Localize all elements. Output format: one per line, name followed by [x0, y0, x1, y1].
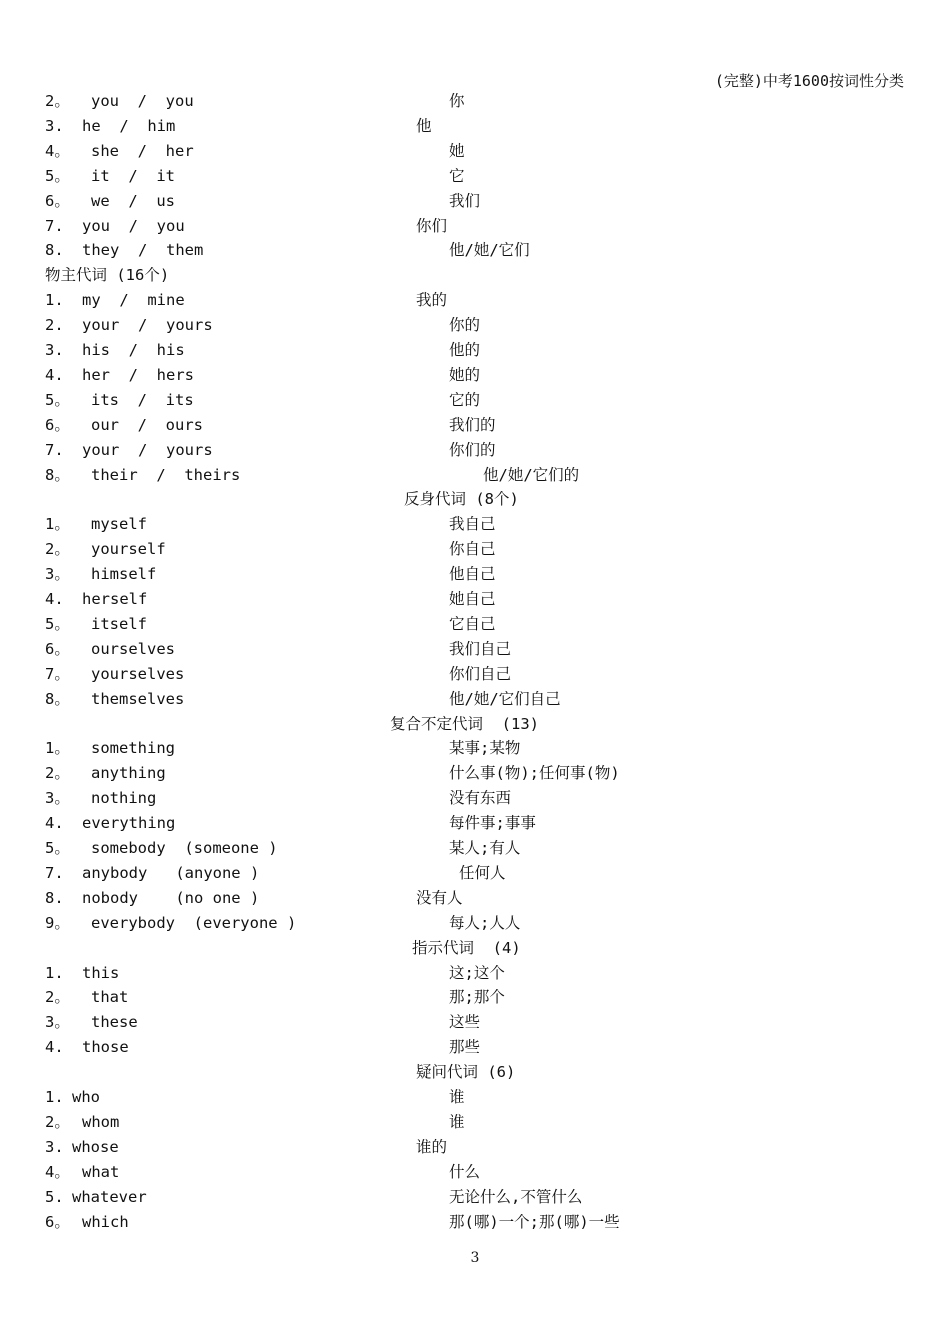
item-number: 2。	[45, 764, 70, 783]
chinese-meaning: 我自己	[449, 515, 496, 534]
vocab-row	[0, 463, 950, 488]
item-number: 8。	[45, 465, 70, 484]
item-number: 5。	[45, 839, 70, 857]
vocab-row	[0, 961, 950, 986]
vocab-row	[0, 786, 950, 811]
chinese-meaning: 没有东西	[449, 789, 512, 808]
english-word: whatever	[72, 1187, 147, 1206]
item-number: 4.	[45, 365, 64, 384]
vocab-row	[0, 836, 950, 861]
vocab-row	[0, 886, 950, 911]
english-word: myself	[91, 515, 147, 534]
item-number: 3。	[45, 789, 70, 808]
chinese-meaning: 谁的	[416, 1137, 448, 1156]
english-word: you / you	[82, 216, 185, 235]
vocab-row	[0, 911, 950, 936]
chinese-meaning: 你们的	[449, 440, 496, 459]
section-title: 疑问代词 (6)	[416, 1063, 516, 1082]
vocab-row	[0, 1210, 950, 1235]
item-number: 8.	[45, 888, 64, 907]
item-number: 5.	[45, 1187, 64, 1206]
english-word: everybody (everyone )	[91, 913, 297, 932]
english-word: that	[91, 988, 129, 1007]
chinese-meaning: 你	[449, 92, 465, 110]
vocab-row	[0, 313, 950, 338]
english-word: who	[72, 1088, 100, 1106]
item-number: 7.	[45, 863, 64, 882]
chinese-meaning: 什么事(物);任何事(物)	[449, 764, 620, 783]
english-word: they / them	[82, 241, 204, 260]
chinese-meaning: 我的	[416, 291, 448, 310]
page-header: (完整)中考1600按词性分类	[714, 72, 904, 90]
item-number: 6。	[45, 1212, 70, 1231]
chinese-meaning: 你自己	[449, 540, 496, 559]
vocab-row	[0, 89, 950, 114]
chinese-meaning: 你的	[449, 316, 481, 335]
vocab-row	[0, 1035, 950, 1060]
section-title: 物主代词 (16个)	[45, 266, 170, 285]
item-number: 1。	[45, 739, 70, 758]
chinese-meaning: 这些	[449, 1013, 481, 1032]
item-number: 3.	[45, 341, 64, 359]
chinese-meaning: 她	[449, 141, 465, 160]
english-word: your / yours	[82, 316, 213, 335]
vocab-row	[0, 1085, 950, 1110]
english-word: nothing	[91, 789, 157, 808]
vocab-row	[0, 164, 950, 189]
english-word: himself	[91, 565, 157, 584]
chinese-meaning: 那(哪)一个;那(哪)一些	[449, 1212, 620, 1231]
item-number: 8.	[45, 241, 64, 260]
english-word: something	[91, 739, 175, 758]
vocab-row	[0, 189, 950, 214]
vocab-row	[0, 562, 950, 587]
english-word: his / his	[82, 341, 185, 359]
item-number: 3。	[45, 1013, 70, 1032]
english-word: these	[91, 1013, 138, 1032]
chinese-meaning: 它	[449, 166, 465, 185]
page-number: 3	[470, 1250, 480, 1266]
chinese-meaning: 我们的	[449, 415, 496, 434]
english-word: we / us	[91, 191, 175, 210]
item-number: 6。	[45, 191, 70, 210]
english-word: it / it	[91, 166, 175, 185]
item-number: 9。	[45, 913, 70, 932]
vocab-row	[0, 861, 950, 886]
item-number: 5。	[45, 614, 70, 633]
item-number: 2。	[45, 1112, 70, 1131]
vocab-row	[0, 214, 950, 239]
item-number: 6。	[45, 415, 70, 434]
vocab-row	[0, 238, 950, 263]
vocab-row	[0, 363, 950, 388]
item-number: 6。	[45, 639, 70, 658]
vocab-row	[0, 413, 950, 438]
item-number: 4.	[45, 1038, 64, 1057]
item-number: 1.	[45, 1088, 64, 1106]
section-heading	[0, 487, 950, 512]
vocab-row	[0, 1110, 950, 1135]
item-number: 8。	[45, 689, 70, 708]
english-word: she / her	[91, 141, 194, 160]
vocab-row	[0, 512, 950, 537]
item-number: 2。	[45, 92, 70, 110]
chinese-meaning: 没有人	[416, 888, 463, 907]
vocab-row	[0, 1010, 950, 1035]
chinese-meaning: 什么	[449, 1162, 481, 1181]
item-number: 7.	[45, 440, 64, 459]
chinese-meaning: 这;这个	[449, 963, 505, 982]
vocab-row	[0, 338, 950, 363]
vocab-row	[0, 662, 950, 687]
english-word: my / mine	[82, 291, 185, 310]
item-number: 5。	[45, 390, 70, 409]
vocab-row	[0, 438, 950, 463]
english-word: somebody (someone )	[91, 839, 278, 857]
english-word: which	[82, 1212, 129, 1231]
item-number: 2。	[45, 540, 70, 559]
vocab-row	[0, 139, 950, 164]
chinese-meaning: 他/她/它们	[449, 241, 530, 260]
english-word: this	[82, 963, 120, 982]
chinese-meaning: 他/她/它们自己	[449, 689, 561, 708]
english-word: you / you	[91, 92, 194, 110]
chinese-meaning: 你们	[416, 216, 448, 235]
chinese-meaning: 每件事;事事	[449, 814, 536, 833]
vocab-row	[0, 637, 950, 662]
english-word: herself	[82, 590, 148, 608]
vocab-row	[0, 736, 950, 761]
item-number: 2.	[45, 316, 64, 335]
chinese-meaning: 他的	[449, 341, 481, 359]
item-number: 3.	[45, 1137, 64, 1156]
chinese-meaning: 他自己	[449, 565, 496, 584]
chinese-meaning: 谁	[449, 1088, 465, 1106]
english-word: their / theirs	[91, 465, 241, 484]
section-title: 反身代词 (8个)	[404, 490, 519, 509]
vocab-row	[0, 811, 950, 836]
section-heading	[0, 1060, 950, 1085]
chinese-meaning: 他	[416, 116, 432, 135]
chinese-meaning: 她自己	[449, 590, 496, 608]
vocab-row	[0, 288, 950, 313]
vocab-row	[0, 537, 950, 562]
english-word: itself	[91, 614, 147, 633]
english-word: our / ours	[91, 415, 203, 434]
chinese-meaning: 我们	[449, 191, 481, 210]
item-number: 3.	[45, 116, 64, 135]
english-word: what	[82, 1162, 120, 1181]
item-number: 3。	[45, 565, 70, 584]
vocab-row	[0, 1185, 950, 1210]
chinese-meaning: 每人;人人	[449, 913, 521, 932]
item-number: 1。	[45, 515, 70, 534]
vocab-row	[0, 761, 950, 786]
chinese-meaning: 你们自己	[449, 664, 512, 683]
item-number: 1.	[45, 291, 64, 310]
english-word: yourself	[91, 540, 166, 559]
english-word: nobody (no one )	[82, 888, 260, 907]
vocab-row	[0, 687, 950, 712]
item-number: 7。	[45, 664, 70, 683]
english-word: everything	[82, 814, 176, 833]
chinese-meaning: 那些	[449, 1038, 481, 1057]
chinese-meaning: 谁	[449, 1112, 465, 1131]
chinese-meaning: 无论什么,不管什么	[449, 1187, 583, 1206]
english-word: ourselves	[91, 639, 175, 658]
chinese-meaning: 她的	[449, 365, 481, 384]
vocab-row	[0, 1160, 950, 1185]
vocab-row	[0, 388, 950, 413]
section-heading	[0, 936, 950, 961]
chinese-meaning: 某事;某物	[449, 739, 521, 758]
english-word: he / him	[82, 116, 176, 135]
english-word: themselves	[91, 689, 185, 708]
item-number: 1.	[45, 963, 64, 982]
english-word: anybody (anyone )	[82, 863, 260, 882]
english-word: whose	[72, 1137, 119, 1156]
section-title: 指示代词 (4)	[412, 938, 521, 957]
item-number: 4。	[45, 141, 70, 160]
vocab-row	[0, 1135, 950, 1160]
item-number: 4。	[45, 1162, 70, 1181]
vocab-row	[0, 114, 950, 139]
item-number: 4.	[45, 814, 64, 833]
english-word: anything	[91, 764, 166, 783]
chinese-meaning: 任何人	[459, 863, 506, 882]
english-word: your / yours	[82, 440, 213, 459]
chinese-meaning: 它的	[449, 390, 481, 409]
vocab-row	[0, 587, 950, 612]
chinese-meaning: 那;那个	[449, 988, 505, 1007]
vocab-row	[0, 985, 950, 1010]
item-number: 4.	[45, 590, 64, 608]
chinese-meaning: 他/她/它们的	[483, 465, 580, 484]
vocab-row	[0, 612, 950, 637]
english-word: its / its	[91, 390, 194, 409]
item-number: 5。	[45, 166, 70, 185]
section-title: 复合不定代词 (13)	[390, 714, 539, 733]
english-word: her / hers	[82, 365, 194, 384]
section-heading	[0, 712, 950, 737]
chinese-meaning: 它自己	[449, 614, 496, 633]
english-word: yourselves	[91, 664, 185, 683]
english-word: whom	[82, 1112, 120, 1131]
chinese-meaning: 我们自己	[449, 639, 512, 658]
chinese-meaning: 某人;有人	[449, 839, 521, 857]
english-word: those	[82, 1038, 129, 1057]
item-number: 7.	[45, 216, 64, 235]
section-heading	[0, 263, 950, 288]
item-number: 2。	[45, 988, 70, 1007]
